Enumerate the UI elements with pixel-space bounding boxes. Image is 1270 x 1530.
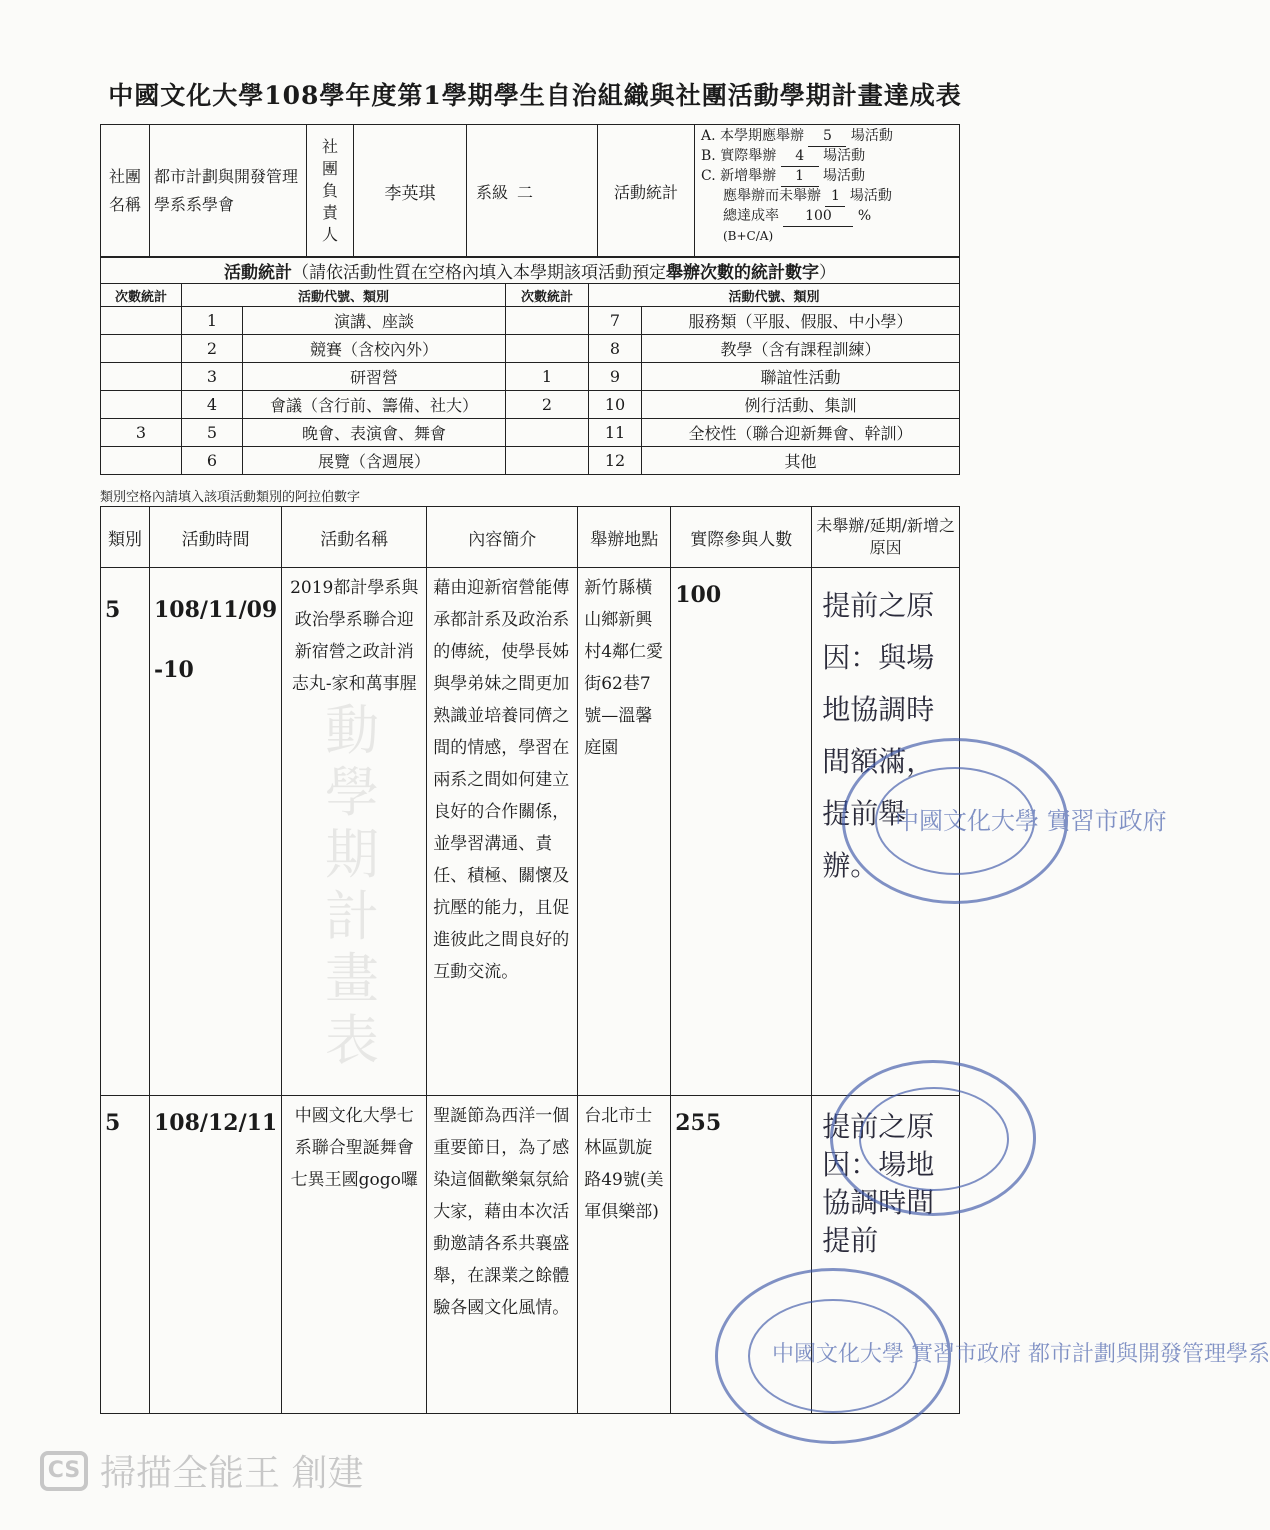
- count-cell: 1: [506, 363, 589, 391]
- activity-name: 2019都計學系與政治學系聯合迎新宿營之政計消志丸-家和萬事腥: [282, 568, 427, 1096]
- code-header-left: 活動代號、類別: [182, 284, 506, 307]
- category-note: 類別空格內請填入該項活動類別的阿拉伯數字: [100, 490, 361, 505]
- category-label: 例行活動、集訓: [642, 391, 960, 419]
- count-cell: [101, 335, 182, 363]
- activity-intro: 聖誕節為西洋一個重要節日，為了感染這個歡樂氣氛給大家，藉由本次活動邀請各系共襄盛舉，在課業之餘體驗各國文化風情。: [427, 1096, 578, 1414]
- official-seal-bottom: 中國文化大學 實習市政府 都市計劃與開發管理學系: [715, 1268, 951, 1444]
- activity-count: 100: [671, 568, 812, 1096]
- count-cell: [101, 391, 182, 419]
- activity-count: 255: [671, 1096, 812, 1414]
- club-info-table: [100, 124, 960, 258]
- category-label: 全校性（聯合迎新舞會、幹訓）: [642, 419, 960, 447]
- category-label: 晚會、表演會、舞會: [243, 419, 506, 447]
- category-label: 展覽（含週展）: [243, 447, 506, 475]
- code-number: 3: [182, 363, 243, 391]
- count-header-right: 次數統計: [506, 284, 589, 307]
- category-row: [101, 307, 960, 335]
- club-name-label: 社團名稱: [101, 125, 150, 258]
- category-row: [101, 419, 960, 447]
- code-number: 9: [589, 363, 642, 391]
- activity-place: 新竹縣橫山鄉新興村4鄰仁愛街62巷7號—溫馨庭園: [578, 568, 671, 1096]
- count-cell: [101, 307, 182, 335]
- activity-place: 台北市士林區凱旋路49號(美軍俱樂部): [578, 1096, 671, 1414]
- code-number: 6: [182, 447, 243, 475]
- activity-time: 108/12/11: [150, 1096, 282, 1414]
- page-title: 中國文化大學108學年度第1學期學生自治組織與社團活動學期計畫達成表: [108, 81, 962, 110]
- grade-label: 系級: [467, 125, 518, 258]
- official-seal-top: 中國文化大學 實習市政府: [842, 738, 1068, 904]
- scanner-watermark: [40, 1445, 363, 1496]
- category-label: 服務類（平服、假服、中小學）: [642, 307, 960, 335]
- code-number: 5: [182, 419, 243, 447]
- activity-row: [101, 568, 960, 1096]
- activity-reason: 提前之原因：與場地協調時間額滿，提前舉辦。: [812, 568, 960, 1096]
- category-table: [100, 256, 960, 475]
- activity-type: 5: [101, 1096, 150, 1414]
- camscanner-icon: CS: [40, 1451, 88, 1491]
- activity-reason: 提前之原因：場地協調時間提前: [812, 1096, 960, 1414]
- activity-name: 中國文化大學七系聯合聖誕舞會七異王國gogo囉: [282, 1096, 427, 1414]
- count-cell: [101, 363, 182, 391]
- activity-intro: 藉由迎新宿營能傳承都計系及政治系的傳統，使學長姊與學弟妹之間更加熟識並培養同儕之間的情感，學習在兩系之間如何建立良好的合作關係，並學習溝通、責任、積極、關懷及抗壓的能力，且促進彼此之間良好的互動交流。: [427, 568, 578, 1096]
- header-count: 實際參與人數: [671, 507, 812, 568]
- activity-time: 108/11/09-10: [150, 568, 282, 1096]
- count-header-left: 次數統計: [101, 284, 182, 307]
- category-row: [101, 391, 960, 419]
- code-header-right: 活動代號、類別: [589, 284, 960, 307]
- category-label: 其他: [642, 447, 960, 475]
- header-type: 類別: [101, 507, 150, 568]
- stats-label: 活動統計: [598, 125, 695, 258]
- code-number: 7: [589, 307, 642, 335]
- code-number: 11: [589, 419, 642, 447]
- code-number: 1: [182, 307, 243, 335]
- header-intro: 內容簡介: [427, 507, 578, 568]
- count-cell: [506, 335, 589, 363]
- header-time: 活動時間: [150, 507, 282, 568]
- code-number: 12: [589, 447, 642, 475]
- watermark-text: 掃描全能王 創建: [100, 1453, 364, 1494]
- header-name: 活動名稱: [282, 507, 427, 568]
- count-cell: [506, 419, 589, 447]
- activity-stats: A. 本學期應舉辦 5 場活動 B. 實際舉辦 4 場活動 C. 新增舉辦 1 場活動 應舉辦而未舉辦 1 場活動 總達成率 100 % (B+C/A): [695, 125, 960, 258]
- category-instruction: 活動統計（請依活動性質在空格內填入本學期該項活動預定舉辦次數的統計數字）: [101, 257, 960, 284]
- activity-type: 5: [101, 568, 150, 1096]
- code-number: 4: [182, 391, 243, 419]
- category-label: 聯誼性活動: [642, 363, 960, 391]
- category-row: [101, 335, 960, 363]
- category-label: 會議（含行前、籌備、社大）: [243, 391, 506, 419]
- leader-label: 社團負責人: [307, 125, 354, 258]
- category-row: [101, 447, 960, 475]
- category-label: 演講、座談: [243, 307, 506, 335]
- category-label: 教學（含有課程訓練）: [642, 335, 960, 363]
- club-name: 都市計劃與開發管理學系系學會: [150, 125, 307, 258]
- count-cell: [506, 447, 589, 475]
- bleed-through-text: 動 學 期 計 畫 表: [325, 699, 379, 1072]
- code-number: 2: [182, 335, 243, 363]
- count-cell: 3: [101, 419, 182, 447]
- leader-name: 李英琪: [354, 125, 467, 258]
- count-cell: 2: [506, 391, 589, 419]
- category-label: 競賽（含校內外）: [243, 335, 506, 363]
- category-label: 研習營: [243, 363, 506, 391]
- grade-value: 二: [517, 125, 598, 258]
- count-cell: [101, 447, 182, 475]
- code-number: 8: [589, 335, 642, 363]
- category-row: [101, 363, 960, 391]
- count-cell: [506, 307, 589, 335]
- header-place: 舉辦地點: [578, 507, 671, 568]
- header-reason: 未舉辦/延期/新增之原因: [812, 507, 960, 568]
- code-number: 10: [589, 391, 642, 419]
- official-seal-middle: [830, 1060, 1036, 1216]
